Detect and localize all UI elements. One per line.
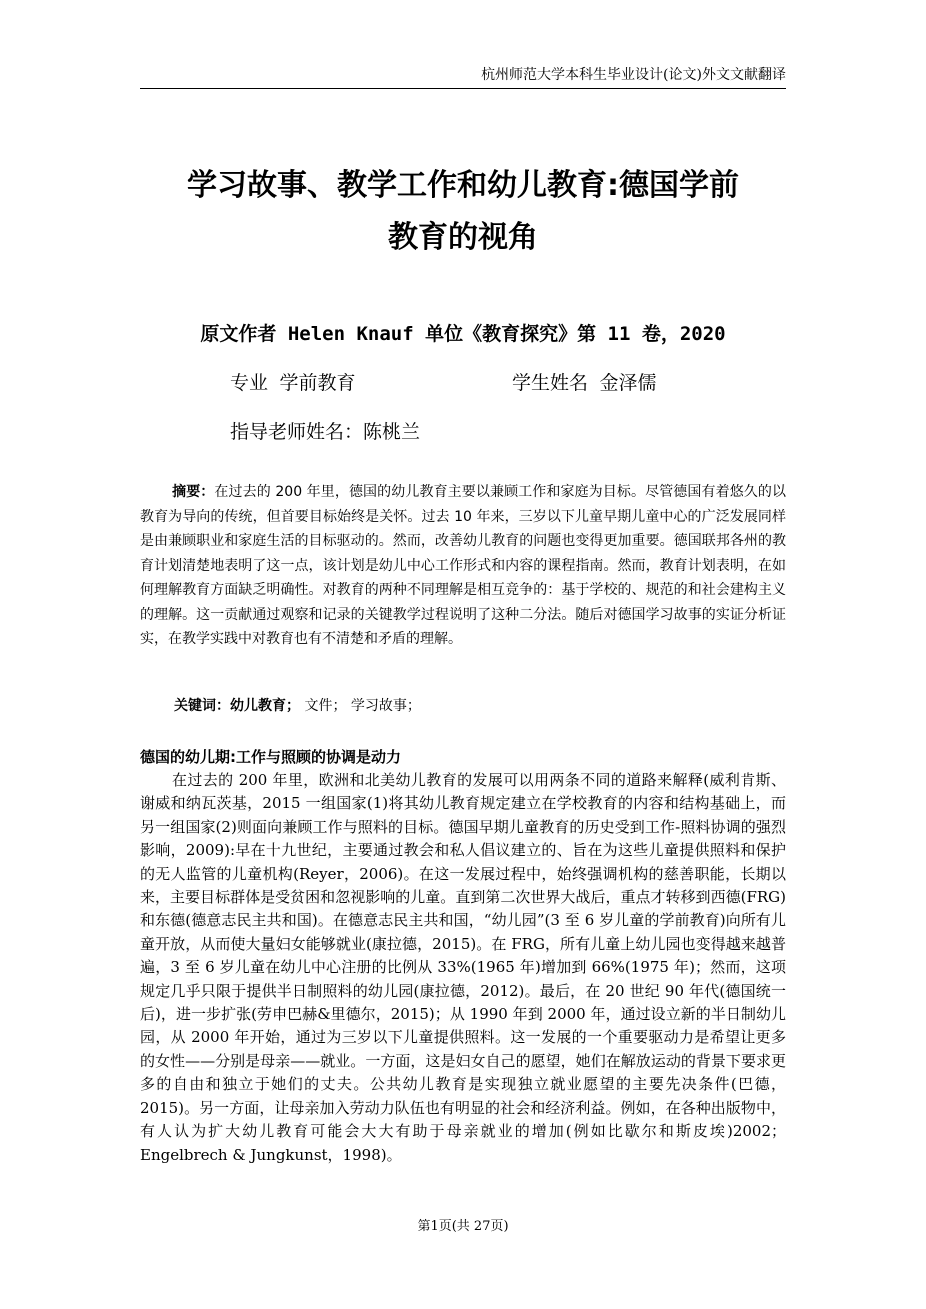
title-line-1: 学习故事、教学工作和幼儿教育:德国学前 [187,168,739,203]
abstract-label: 摘要： [172,484,215,500]
page-footer: 第1页(共 27页) [417,1219,509,1234]
running-header: 杭州师范大学本科生毕业设计(论文)外文文献翻译 [140,64,786,89]
student-name-line: 学生姓名 金泽儒 [512,372,657,394]
abstract-text: 在过去的 200 年里，德国的幼儿教育主要以兼顾工作和家庭为目标。尽管德国有着悠久的以教育为导向的传统，但首要目标始终是关怀。过去 10 年来，三岁以下儿童早期儿童中心的广泛发展同样是由兼顾职业和家庭生活的目标驱动的。然而，改善幼儿教育的问题也变得更加重要。德国联邦各州的教育计划清楚地表明了这一点，该计划是幼儿中心工作形式和内容的课程指南。然而，教育计划表明，在如何理解教育方面缺乏明确性。对教育的两种不同理解是相互竞争的：基于学校的、规范的和社会建构主义的理解。这一贡献通过观察和记录的关键教学过程说明了这种二分法。随后对德国学习故事的实证分析证实，在教学实践中对教育也有不清楚和矛盾的理解。 [140,484,787,647]
keywords [174,695,421,715]
section-heading: 德国的幼儿期:工作与照顾的协调是动力 [140,748,402,766]
advisor-line: 指导老师姓名：陈桃兰 [230,421,421,443]
keywords-rest: 文件； 学习故事； [300,698,421,714]
major-line: 专业 学前教育 [230,372,356,394]
body-paragraph: 在过去的 200 年里，欧洲和北美幼儿教育的发展可以用两条不同的道路来解释(威利肯斯、谢威和纳瓦茨基，2015 一组国家(1)将其幼儿教育规定建立在学校教育的内容和结构基础上，而另一组国家(2)则面向兼顾工作与照料的目标。德国早期儿童教育的历史受到工作-照料协调的强烈影响，2009):早在十九世纪，主要通过教会和私人倡议建立的、旨在为这些儿童提供照料和保护的无人监管的儿童机构(Reyer，2006)。在这一发展过程中，始终强调机构的慈善职能，长期以来，主要目标群体是受贫困和忽视影响的儿童。直到第二次世界大战后，重点才转移到西德(FRG)和东德(德意志民主共和国)。在德意志民主共和国，“幼儿园”(3 至 6 岁儿童的学前教育)向所有儿童开放，从而使大量妇女能够就业(康拉德，2015)。在 FRG，所有儿童上幼儿园也变得越来越普遍，3 至 6 岁儿童在幼儿中心注册的比例从 33%(1965 年)增加到 66%(1975 年)；然而，这项规定几乎只限于提供半日制照料的幼儿园(康拉德，2012)。最后，在 20 世纪 90 年代(德国统一后)，进一步扩张(劳申巴赫&里德尔，2015)；从 1990 年到 2000 年，通过设立新的半日制幼儿园，从 2000 年开始，通过为三岁以下儿童提供照料。这一发展的一个重要驱动力是希望让更多的女性——分别是母亲——就业。一方面，这是妇女自己的愿望，她们在解放运动的背景下要求更多的自由和独立于她们的丈夫。公共幼儿教育是实现独立就业愿望的主要先决条件(巴德，2015)。另一方面，让母亲加入劳动力队伍也有明显的社会和经济利益。例如，在各种出版物中，有人认为扩大幼儿教育可能会大大有助于母亲就业的增加(例如比歇尔和斯皮埃)2002；Engelbrech & Jungkunst，1998)。 [140,771,786,1164]
title-line-2: 教育的视角 [388,220,538,255]
document-title [100,160,826,264]
keywords-label: 关键词：幼儿教育； [174,698,300,714]
author-line: 原文作者 Helen Knauf 单位《教育探究》第 11 卷，2020 [200,323,726,345]
abstract [140,480,786,652]
